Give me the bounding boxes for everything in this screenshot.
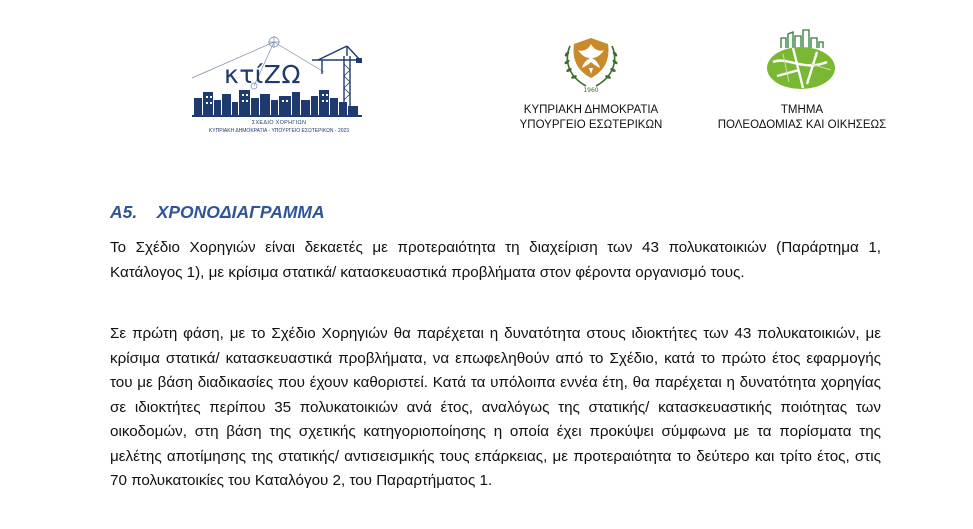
ministry-name: ΥΠΟΥΡΓΕΙΟ ΕΣΩΤΕΡΙΚΩΝ	[519, 119, 663, 131]
ktizo-logo-subtitle: ΣΧΕΔΙΟ ΧΟΡΗΓΙΩΝ	[251, 120, 307, 126]
department-label	[712, 103, 892, 133]
svg-text:1960: 1960	[583, 87, 599, 94]
department-heading: ΤΜΗΜΑ	[780, 104, 824, 116]
body-paragraph: Σε πρώτη φάση, με το Σχέδιο Χορηγιών θα παρέχεται η δυνατότητα στους ιδιοκτήτες των 43 πολυκατοικιών, με κρίσιμα στατικά/ κατασκευαστικά προβλήματα, να επωφεληθούν από το Σχέδιο, κατά το πρώτο έτος εφαρμογής του με βάση διαδικασίες που έχουν καθοριστεί. Κατά τα υπόλοιπα εννέα έτη, θα παρέχεται η δυνατότητα χορηγίας σε ιδιοκτήτες περίπου 35 πολυκατοικιών ανά έτος, αναλόγως της στατικής/ κατασκευαστικής ποιότητας των οικοδομών, στη βάση της σχετικής κατηγοριοποίησης η οποία έχει προκύψει σύμφωνα με τα πορίσματα της μελέτης αποτίμησης της στατικής/ αντισεισμικής τους επάρκειας, με προτεραιότητα το δεύτερο και τρίτο έτος, στις 70 πολυκατοικίες του Καταλόγου 2, του Παραρτήματος 1.	[110, 325, 881, 489]
page-header	[0, 0, 973, 150]
ktizo-logo-caption: ΚΥΠΡΙΑΚΗ ΔΗΜΟΚΡΑΤΙΑ - ΥΠΟΥΡΓΕΙΟ ΕΣΩΤΕΡΙΚΩΝ - 2023	[208, 128, 350, 134]
ktizo-logo-title: κτίΖΩ	[224, 60, 301, 89]
town-planning-logo-icon	[763, 24, 839, 92]
section-title: ΧΡΟΝΟΔΙΑΓΡΑΜΜΑ	[156, 202, 325, 222]
government-label	[500, 103, 682, 133]
section-number: Α5.	[110, 202, 138, 222]
government-name: ΚΥΠΡΙΑΚΗ ΔΗΜΟΚΡΑΤΙΑ	[523, 104, 659, 116]
cyprus-coat-of-arms-icon	[556, 30, 626, 94]
section-heading	[110, 202, 325, 223]
department-name: ΠΟΛΕΟΔΟΜΙΑΣ ΚΑΙ ΟΙΚΗΣΕΩΣ	[717, 119, 887, 131]
body-paragraph: Το Σχέδιο Χορηγιών είναι δεκαετές με προτεραιότητα τη διαχείριση των 43 πολυκατοικιών (Παράρτημα 1, Κατάλογος 1), με κρίσιμα στατικά/ κατασκευαστικά προβλήματα στον φέροντα οργανισμό τους.	[110, 239, 881, 281]
